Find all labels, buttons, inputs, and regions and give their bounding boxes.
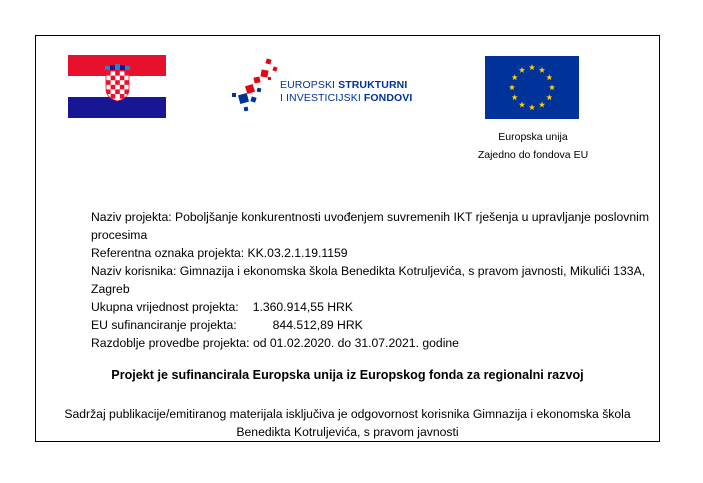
project-ref-label: Referentna oznaka projekta: xyxy=(91,246,248,260)
eu-cofinancing-amount: 844.512,89 HRK xyxy=(272,318,363,332)
esif-word-europski: EUROPSKI xyxy=(280,79,339,91)
project-ref-value: KK.03.2.1.19.1159 xyxy=(247,246,348,260)
beneficiary-label: Naziv korisnika: xyxy=(91,264,180,278)
beneficiary-value: Gimnazija i ekonomska škola Benedikta Kotruljevića, s pravom javnosti, Mikulići 133A, Zagreb xyxy=(91,264,646,296)
project-info xyxy=(91,208,661,352)
eu-cofinancing-row xyxy=(91,316,661,334)
project-name-label: Naziv projekta: xyxy=(91,210,175,224)
period-value: od 01.02.2020. do 31.07.2021. godine xyxy=(252,336,459,350)
project-name-value: Poboljšanje konkurentnosti uvođenjem suvremenih IKT rješenja u upravljanje poslovnim procesima xyxy=(91,210,649,242)
esif-word-investicijski: I INVESTICIJSKI xyxy=(280,92,364,104)
total-value-amount: 1.360.914,55 HRK xyxy=(252,300,353,314)
total-value-row xyxy=(91,298,661,316)
beneficiary-row xyxy=(91,262,661,298)
project-name-row xyxy=(91,208,661,244)
eu-caption-line2: Zajedno do fondova EU xyxy=(477,149,589,161)
funding-headline: Projekt je sufinancirala Europska unija iz Europskog fonda za regionalni razvoj xyxy=(111,368,584,382)
eu-cofinancing-label: EU sufinanciranje projekta: xyxy=(91,318,237,332)
period-row xyxy=(91,334,661,352)
total-value-label: Ukupna vrijednost projekta: xyxy=(91,300,239,314)
disclaimer-text: Sadržaj publikacije/emitiranog materijala isključiva je odgovornost korisnika Gimnazija i ekonomska škola Benedikta Kotruljevića, s pravom javnosti xyxy=(64,407,631,439)
project-ref-row xyxy=(91,244,661,262)
period-label: Razdoblje provedbe projekta: xyxy=(91,336,253,350)
croatian-flag-icon xyxy=(68,55,166,118)
esif-wordmark xyxy=(280,79,412,105)
eu-flag-icon xyxy=(485,56,579,119)
esif-word-strukturni: STRUKTURNI xyxy=(338,79,408,91)
eu-caption xyxy=(461,128,605,164)
esif-logo xyxy=(230,57,440,117)
eu-caption-line1: Europska unija xyxy=(498,131,568,143)
esif-word-fondovi: FONDOVI xyxy=(363,92,413,104)
